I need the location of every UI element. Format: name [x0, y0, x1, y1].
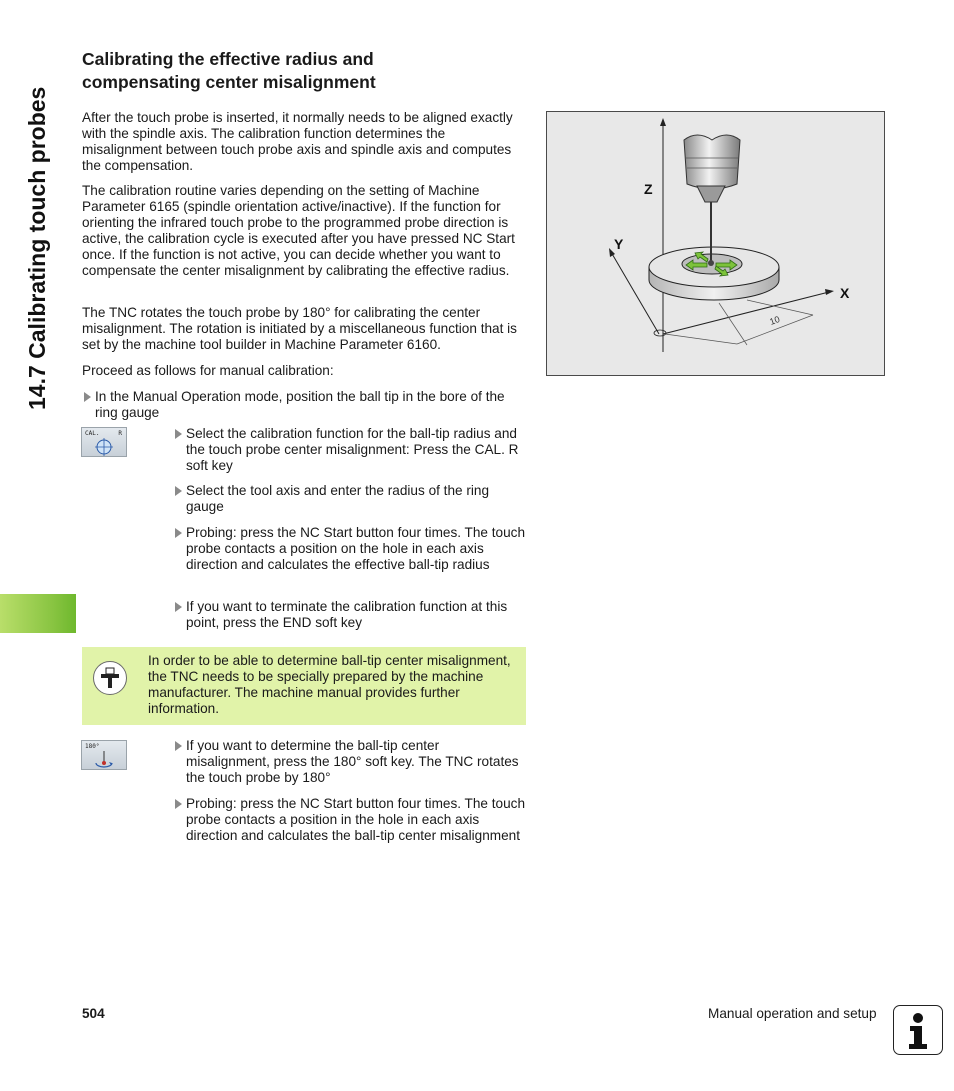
axis-x-label: X — [840, 285, 850, 301]
step-probing-radius — [186, 525, 526, 573]
calibration-figure — [546, 111, 885, 376]
chapter-tab-marker — [0, 594, 76, 633]
step-select-axis-text: Select the tool axis and enter the radius of the ring gauge — [186, 483, 490, 514]
rotate-arrow-icon — [82, 741, 128, 771]
machine-note-text: In order to be able to determine ball-tip center misalignment, the TNC needs to be specially prepared by the machine manufacturer. The machine manual provides further information. — [148, 653, 511, 716]
paragraph-proceed: Proceed as follows for manual calibration: — [82, 363, 334, 378]
step-180-softkey-text: If you want to determine the ball-tip center misalignment, press the 180° soft key. The TNC rotates the touch probe by 180° — [186, 738, 519, 785]
dimension-label: 10 — [768, 314, 782, 327]
info-icon — [893, 1005, 943, 1055]
r-softkey-label: R — [118, 430, 122, 437]
rotate-180-softkey[interactable] — [81, 740, 127, 770]
step-position-ball-tip-text: In the Manual Operation mode, position the ball tip in the bore of the ring gauge — [95, 389, 505, 420]
ring-gauge-illustration — [547, 112, 884, 375]
axis-y-label: Y — [614, 236, 624, 252]
step-select-axis — [186, 483, 526, 515]
step-probing-radius-text: Probing: press the NC Start button four times. The touch probe contacts a position on the hole in each axis direction and calculates the effective ball-tip radius — [186, 525, 526, 572]
section-heading-line1: Calibrating the effective radius and — [82, 49, 374, 69]
triangle-bullet-icon — [175, 486, 182, 496]
step-position-ball-tip — [95, 389, 527, 421]
cal-r-softkey[interactable] — [81, 427, 127, 457]
paragraph-routine: The calibration routine varies depending on the setting of Machine Parameter 6165 (spindle orientation active/inactive). If the function for orienting the infrared touch probe to the programmed probe direction is active, the calibration cycle is executed after you have pressed NC Start once. If the function is not active, you can decide whether you want to compensate the center misalignment by calibrating the effective radius. — [82, 183, 515, 278]
triangle-bullet-icon — [175, 528, 182, 538]
machine-note-box — [82, 647, 526, 725]
section-heading — [82, 48, 522, 94]
note-hand-icon — [93, 661, 127, 695]
paragraph-intro: After the touch probe is inserted, it normally needs to be aligned exactly with the spindle axis. The calibration function determines the misalignment between touch probe axis and spindle axis and computes the compensation. — [82, 110, 513, 173]
chapter-side-title-text: 14.7 Calibrating touch probes — [24, 86, 50, 410]
cal-softkey-label: CAL. — [85, 430, 100, 437]
axis-z-label: Z — [644, 181, 653, 197]
step-180-softkey — [186, 738, 526, 786]
footer-section-title: Manual operation and setup — [708, 1006, 877, 1021]
calibration-target-icon — [82, 428, 128, 458]
step-select-cal-text: Select the calibration function for the ball-tip radius and the touch probe center misalignment: Press the CAL. R soft key — [186, 426, 519, 473]
paragraph-rotation: The TNC rotates the touch probe by 180° for calibrating the center misalignment. The rotation is initiated by a miscellaneous function that is set by the machine tool builder in Machine Parameter 6160. — [82, 305, 517, 352]
triangle-bullet-icon — [175, 429, 182, 439]
rotate-180-label: 180° — [85, 743, 100, 750]
triangle-bullet-icon — [175, 741, 182, 751]
section-heading-line2: compensating center misalignment — [82, 72, 376, 92]
step-terminate — [186, 599, 526, 631]
step-select-cal — [186, 426, 526, 474]
step-probing-misalignment-text: Probing: press the NC Start button four times. The touch probe contacts a position in the hole in each axis direction and calculates the ball-tip center misalignment — [186, 796, 526, 843]
triangle-bullet-icon — [84, 392, 91, 402]
triangle-bullet-icon — [175, 799, 182, 809]
triangle-bullet-icon — [175, 602, 182, 612]
step-probing-misalignment — [186, 796, 526, 844]
step-terminate-text: If you want to terminate the calibration function at this point, press the END soft key — [186, 599, 508, 630]
page-number: 504 — [82, 1006, 105, 1021]
